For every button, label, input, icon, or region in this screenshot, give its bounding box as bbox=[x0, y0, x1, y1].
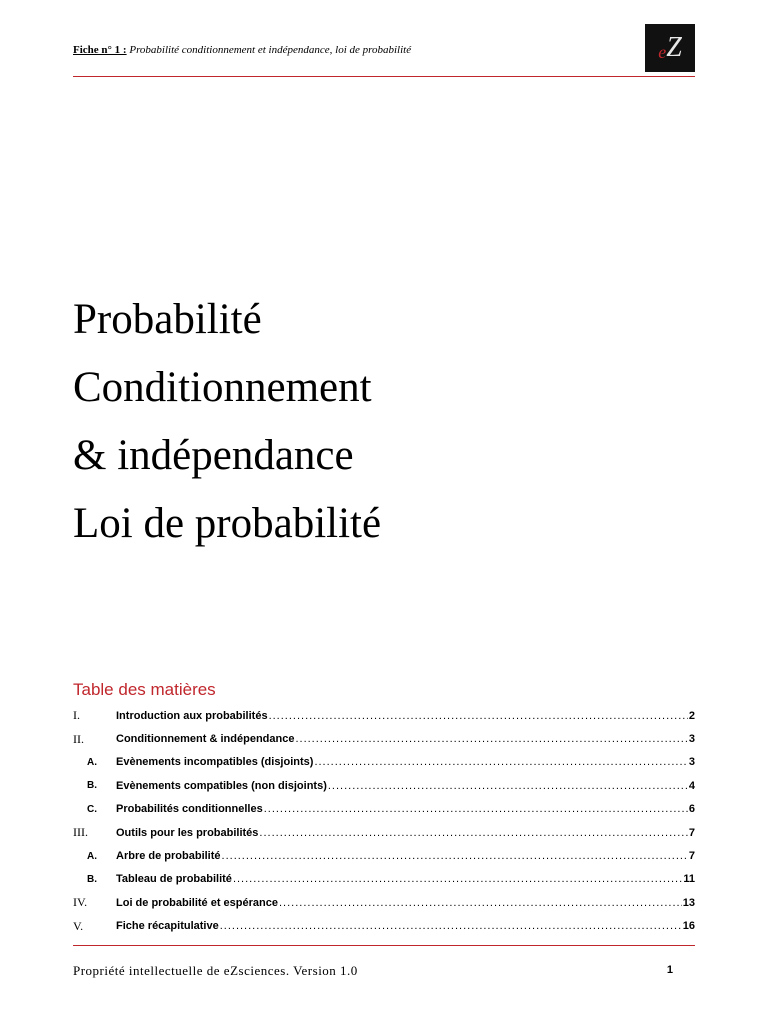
toc-entry-number: III. bbox=[73, 825, 88, 840]
toc-leader-dots bbox=[220, 920, 682, 932]
toc-entry-page: 7 bbox=[688, 826, 695, 839]
toc-entry[interactable] bbox=[73, 751, 695, 774]
toc-heading: Table des matières bbox=[73, 680, 216, 699]
toc-entry[interactable] bbox=[73, 891, 695, 914]
title-line: Probabilité bbox=[73, 296, 262, 343]
footer-text: Propriété intellectuelle de eZsciences. Version 1.0 bbox=[73, 963, 358, 978]
toc-entry-number: A. bbox=[87, 850, 97, 862]
header-text bbox=[73, 44, 411, 56]
toc-entry[interactable] bbox=[73, 774, 695, 797]
toc-entry-label: Probabilités conditionnelles bbox=[116, 803, 263, 816]
title-line: Loi de probabilité bbox=[73, 500, 382, 547]
toc-leader-dots bbox=[295, 733, 687, 745]
title-line: & indépendance bbox=[73, 432, 354, 479]
toc-entry[interactable] bbox=[73, 821, 695, 844]
toc-entry-label: Introduction aux probabilités bbox=[116, 709, 268, 722]
toc-entry-number: B. bbox=[87, 780, 97, 792]
toc-leader-dots bbox=[269, 710, 688, 722]
toc-entry-page: 11 bbox=[683, 873, 695, 886]
footer-divider bbox=[73, 945, 695, 946]
page-header bbox=[73, 32, 695, 77]
toc-entry-label: Outils pour les probabilités bbox=[116, 826, 259, 839]
logo-letter-z: Z bbox=[666, 32, 682, 63]
toc-entry-page: 13 bbox=[682, 896, 695, 909]
toc-leader-dots bbox=[233, 873, 682, 885]
toc-entry[interactable] bbox=[73, 868, 695, 891]
ezsciences-logo bbox=[645, 24, 695, 72]
page-number: 1 bbox=[666, 964, 673, 976]
toc-entry[interactable] bbox=[73, 798, 695, 821]
toc-entry-label: Conditionnement & indépendance bbox=[116, 733, 295, 746]
toc-entry-number: IV. bbox=[73, 895, 88, 910]
toc-entry-number: C. bbox=[87, 803, 97, 815]
toc-entry-number: I. bbox=[73, 708, 80, 723]
document-title bbox=[73, 286, 381, 558]
toc-leader-dots bbox=[264, 803, 688, 815]
toc-leader-dots bbox=[279, 897, 682, 909]
toc-leader-dots bbox=[314, 756, 687, 768]
toc-entry-page: 2 bbox=[688, 709, 695, 722]
toc-entry-label: Fiche récapitulative bbox=[116, 920, 219, 933]
header-label: Fiche n° 1 : bbox=[73, 44, 127, 56]
title-line: Conditionnement bbox=[73, 364, 372, 411]
toc-entry[interactable] bbox=[73, 915, 695, 938]
toc-entry[interactable] bbox=[73, 727, 695, 750]
toc-leader-dots bbox=[259, 827, 687, 839]
table-of-contents bbox=[73, 704, 695, 938]
toc-entry-label: Evènements compatibles (non disjoints) bbox=[116, 779, 327, 792]
toc-entry[interactable] bbox=[73, 844, 695, 867]
toc-leader-dots bbox=[328, 780, 688, 792]
toc-entry-number: B. bbox=[87, 873, 97, 885]
toc-entry-number: A. bbox=[87, 756, 97, 768]
toc-leader-dots bbox=[222, 850, 688, 862]
toc-entry-page: 16 bbox=[682, 920, 695, 933]
toc-entry-number: II. bbox=[73, 731, 84, 746]
toc-entry-page: 3 bbox=[688, 733, 695, 746]
toc-entry[interactable] bbox=[73, 704, 695, 727]
header-subtitle: Probabilité conditionnement et indépendance, loi de probabilité bbox=[129, 44, 412, 56]
toc-entry-page: 6 bbox=[688, 803, 695, 816]
toc-entry-label: Tableau de probabilité bbox=[116, 873, 232, 886]
toc-entry-label: Arbre de probabilité bbox=[116, 850, 221, 863]
logo-letter-e: e bbox=[658, 41, 667, 62]
toc-entry-page: 4 bbox=[688, 779, 695, 792]
toc-entry-page: 7 bbox=[688, 850, 695, 863]
toc-entry-label: Evènements incompatibles (disjoints) bbox=[116, 756, 314, 769]
toc-entry-number: V. bbox=[73, 918, 84, 933]
toc-entry-label: Loi de probabilité et espérance bbox=[116, 896, 278, 909]
toc-entry-page: 3 bbox=[688, 756, 695, 769]
